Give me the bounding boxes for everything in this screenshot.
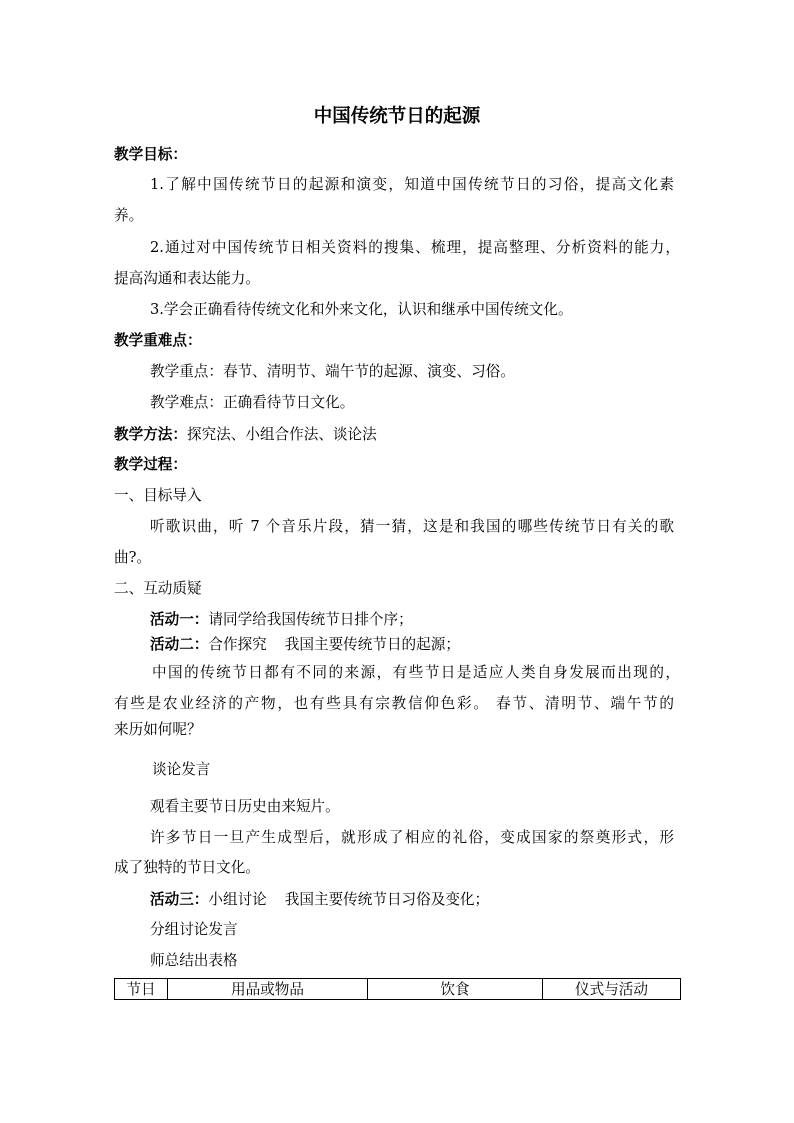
discuss-line: 谈论发言 xyxy=(152,761,211,778)
festival-table xyxy=(114,978,681,1000)
activity-2-text-a: 合作探究 xyxy=(208,636,267,653)
objective-1-line-2: 养。 xyxy=(114,207,144,224)
activity-3-text-b: 我国主要传统节日习俗及变化； xyxy=(284,891,490,908)
section-2-heading: 二、互动质疑 xyxy=(114,580,202,597)
key-points-heading: 教学重难点： xyxy=(114,332,202,349)
activity-1-text: 请同学给我国传统节日排个序； xyxy=(208,611,413,628)
table-header-rituals: 仪式与活动 xyxy=(543,979,681,1000)
table-header-festival: 节日 xyxy=(115,979,168,1000)
document-title: 中国传统节日的起源 xyxy=(313,106,481,127)
group-discuss-line: 分组讨论发言 xyxy=(150,921,238,938)
activity-1-label: 活动一： xyxy=(150,611,209,628)
table-header-food: 饮食 xyxy=(368,979,543,1000)
methods-line xyxy=(114,424,377,446)
activity-2 xyxy=(150,634,460,656)
paragraph-1-line-1: 中国的传统节日都有不同的来源，有些节日是适应人类自身发展而出现的， xyxy=(152,664,680,681)
section-1-line-1: 听歌识曲，听 7 个音乐片段，猜一猜，这是和我国的哪些传统节日有关的歌 xyxy=(150,518,674,535)
activity-2-label: 活动二： xyxy=(150,636,209,653)
objective-2-line-1: 2.通过对中国传统节日相关资料的搜集、梳理，提高整理、分析资料的能力， xyxy=(150,239,680,256)
paragraph-2-line-2: 成了独特的节日文化。 xyxy=(114,859,260,876)
activity-1 xyxy=(150,609,413,631)
activity-3 xyxy=(150,889,489,911)
methods-text: 探究法、小组合作法、谈论法 xyxy=(186,426,377,443)
activity-2-text-b: 我国主要传统节日的起源； xyxy=(284,636,460,653)
paragraph-2-line-1: 许多节日一旦产生成型后，就形成了相应的礼俗，变成国家的祭奠形式，形 xyxy=(150,829,674,846)
paragraph-1-line-3: 来历如何呢？ xyxy=(114,721,202,738)
key-focus: 教学重点：春节、清明节、端午节的起源、演变、习俗。 xyxy=(150,363,515,380)
watch-line: 观看主要节日历史由来短片。 xyxy=(150,798,340,815)
process-heading: 教学过程： xyxy=(114,456,187,473)
key-difficulty: 教学难点：正确看待节日文化。 xyxy=(150,394,355,411)
table-header-items: 用品或物品 xyxy=(168,979,368,1000)
section-1-heading: 一、目标导入 xyxy=(114,487,202,504)
objective-3: 3.学会正确看待传统文化和外来文化，认识和继承中国传统文化。 xyxy=(150,301,573,318)
objective-2-line-2: 提高沟通和表达能力。 xyxy=(114,270,260,287)
methods-heading: 教学方法： xyxy=(114,426,187,443)
objectives-heading: 教学目标： xyxy=(114,146,187,163)
activity-3-label: 活动三： xyxy=(150,891,209,908)
objective-1-line-1: 1.了解中国传统节日的起源和演变，知道中国传统节日的习俗，提高文化素 xyxy=(150,176,674,193)
table-header-row xyxy=(115,979,681,1000)
teacher-summary-line: 师总结出表格 xyxy=(150,952,238,969)
section-1-line-2: 曲?。 xyxy=(114,549,152,566)
activity-3-text-a: 小组讨论 xyxy=(208,891,267,908)
paragraph-1-line-2: 有些是农业经济的产物，也有些具有宗教信仰色彩。 春节、清明节、端午节的 xyxy=(114,695,674,712)
